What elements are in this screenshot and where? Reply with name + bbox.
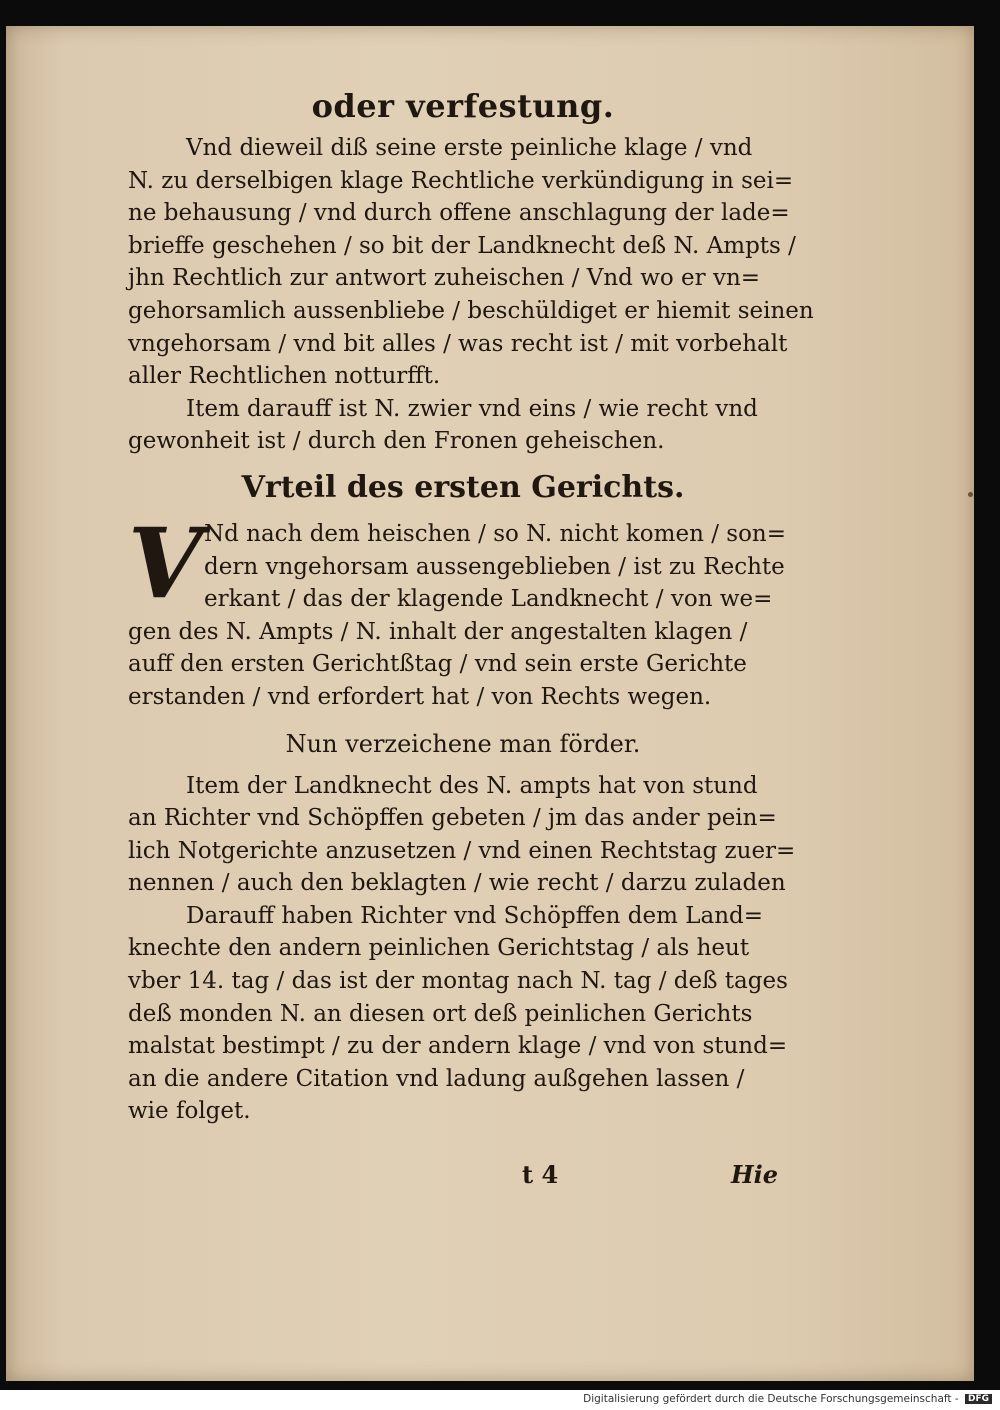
text-line: erstanden / vnd erfordert hat / von Rechts wegen. bbox=[128, 683, 712, 710]
subheading: Nun verzeichene man förder. bbox=[285, 729, 641, 758]
text-line: gen des N. Ampts / N. inhalt der angestalten klagen / bbox=[128, 618, 748, 645]
paragraph-4 bbox=[128, 770, 796, 900]
paragraph-1 bbox=[128, 132, 814, 393]
text-line: Item darauff ist N. zwier vnd eins / wie recht vnd bbox=[186, 395, 758, 422]
decorated-initial: V bbox=[128, 506, 203, 620]
text-line: gehorsamlich aussenbliebe / beschüldiget er hiemit seinen bbox=[128, 297, 814, 324]
text-line: Darauff haben Richter vnd Schöpffen dem Land= bbox=[186, 902, 764, 929]
section-heading: Vrteil des ersten Gerichts. bbox=[241, 469, 685, 505]
ink-spot bbox=[968, 492, 973, 497]
text-line: nennen / auch den beklagten / wie recht / darzu zuladen bbox=[128, 870, 786, 897]
credit-text: Digitalisierung gefördert durch die Deutsche Forschungsgemeinschaft - bbox=[583, 1393, 959, 1405]
text-line: Item der Landknecht des N. ampts hat von stund bbox=[186, 772, 758, 799]
catchword: Hie bbox=[730, 1160, 778, 1189]
text-line: dern vngehorsam aussengeblieben / ist zu Rechte bbox=[204, 553, 785, 580]
running-head: oder verfestung. bbox=[311, 87, 615, 125]
text-line: Nd nach dem heischen / so N. nicht komen / son= bbox=[204, 520, 786, 547]
text-line: vber 14. tag / das ist der montag nach N. tag / deß tages bbox=[128, 968, 788, 995]
text-line: an Richter vnd Schöpffen gebeten / jm das ander pein= bbox=[128, 805, 777, 832]
text-line: gewonheit ist / durch den Fronen geheischen. bbox=[128, 428, 665, 455]
digitization-credit bbox=[583, 1393, 992, 1405]
text-line: brieffe geschehen / so bit der Landknecht deß N. Ampts / bbox=[128, 232, 796, 259]
page-footer bbox=[128, 1160, 778, 1200]
text-line: auff den ersten Gerichtßtag / vnd sein erste Gerichte bbox=[128, 651, 747, 678]
paragraph-5 bbox=[128, 900, 788, 1128]
text-line: knechte den andern peinlichen Gerichtstag / als heut bbox=[128, 935, 750, 962]
text-line: lich Notgerichte anzusetzen / vnd einen Rechtstag zuer= bbox=[128, 837, 796, 864]
text-line: vngehorsam / vnd bit alles / was recht ist / mit vorbehalt bbox=[128, 330, 788, 357]
text-line: erkant / das der klagende Landknecht / von we= bbox=[204, 586, 773, 613]
signature-mark: t 4 bbox=[522, 1160, 559, 1189]
paragraph-3 bbox=[128, 506, 786, 714]
text-line: wie folget. bbox=[128, 1098, 251, 1125]
text-line: an die andere Citation vnd ladung außgehen lassen / bbox=[128, 1065, 745, 1092]
text-line: Vnd dieweil diß seine erste peinliche klage / vnd bbox=[186, 135, 753, 161]
text-block bbox=[128, 86, 814, 1128]
book-page bbox=[6, 26, 974, 1381]
text-line: aller Rechtlichen notturfft. bbox=[128, 363, 441, 390]
text-line: ne behausung / vnd durch offene anschlagung der lade= bbox=[128, 200, 790, 227]
dfg-logo-icon: DFG bbox=[965, 1394, 992, 1404]
text-line: jhn Rechtlich zur antwort zuheischen / Vnd wo er vn= bbox=[128, 265, 761, 292]
text-line: N. zu derselbigen klage Rechtliche verkündigung in sei= bbox=[128, 167, 794, 194]
text-line: malstat bestimpt / zu der andern klage / vnd von stund= bbox=[128, 1033, 788, 1060]
paragraph-2 bbox=[128, 393, 778, 458]
text-line: deß monden N. an diesen ort deß peinlichen Gerichts bbox=[128, 1000, 753, 1027]
